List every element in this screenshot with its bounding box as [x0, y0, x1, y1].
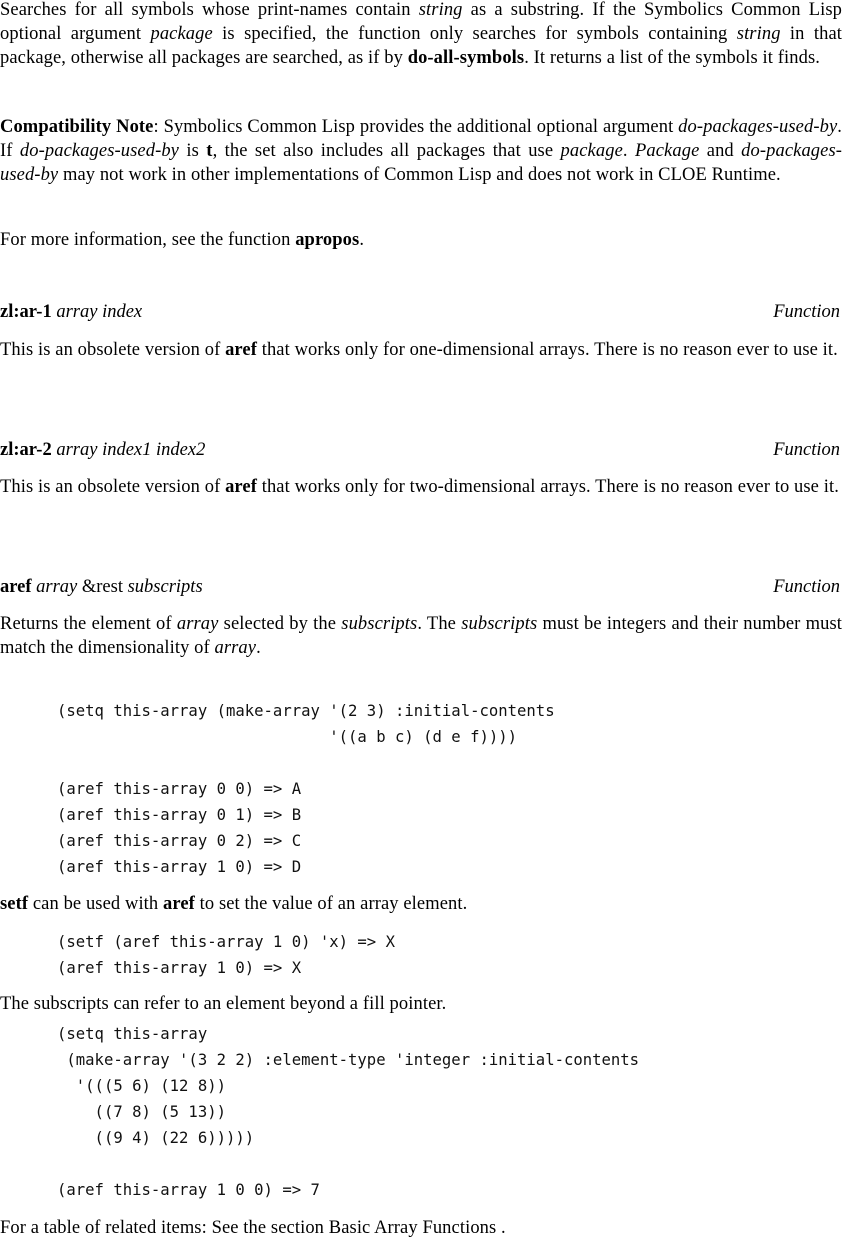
text: , the set also includes all packages that use: [212, 141, 561, 161]
entry-kind: Function: [773, 577, 840, 597]
text: . The: [417, 614, 462, 634]
apropos-link[interactable]: apropos: [295, 230, 360, 250]
ar2-entry-header: [0, 438, 842, 462]
text: .: [622, 141, 635, 161]
related-items: [0, 1216, 842, 1240]
text: . If: [0, 117, 842, 161]
text: to set the value of an array element.: [194, 894, 468, 914]
arg-package: package: [150, 24, 213, 44]
arg-subscripts: subscripts: [341, 614, 418, 634]
aref-description: [0, 612, 842, 660]
arg-string: string: [736, 24, 781, 44]
arg-subscripts: subscripts: [461, 614, 538, 634]
code-example-1: (setq this-array (make-array '(2 3) :initial-contents '((a b c) (d e f)))) (aref this-array 0 0) => A (aref this-array 0 1) => B (aref this-array 0 2) => C (aref this-array 1 0) => D: [57, 702, 555, 876]
basic-array-functions-link[interactable]: Basic Array Functions: [328, 1218, 497, 1238]
text: .: [359, 230, 365, 250]
function-arg: subscripts: [127, 577, 203, 597]
apropos-see-also: [0, 228, 842, 252]
text: that works only for two-dimensional arrays. There is no reason ever to use it.: [256, 477, 839, 497]
entry-kind: Function: [773, 302, 840, 322]
text: Searches for all symbols whose print-names contain: [0, 0, 419, 20]
text: may not work in other implementations of Common Lisp and does not work in CLOE Runtime.: [58, 165, 781, 185]
ar1-entry-header: [0, 300, 842, 324]
apropos-description: [0, 0, 842, 70]
arg-array: array: [176, 614, 219, 634]
text: can be used with: [28, 894, 163, 914]
code-example-3: (setq this-array (make-array '(3 2 2) :element-type 'integer :initial-contents '(((5 6) (12 8)) ((7 8) (5 13)) ((9 4) (22 6))))) (aref this-array 1 0 0) => 7: [57, 1025, 640, 1199]
arg-do-packages-used-by: do-packages-used-by: [0, 141, 842, 185]
text: . It returns a list of the symbols it finds.: [524, 48, 820, 68]
text: Returns the element of: [0, 614, 177, 634]
text: in that package, otherwise all packages are searched, as if by: [0, 24, 842, 68]
code-example-2: (setf (aref this-array 1 0) 'x) => X (aref this-array 1 0) => X: [57, 933, 395, 977]
arg-do-packages-used-by: do-packages-used-by: [678, 117, 838, 137]
arg-package: package: [560, 141, 623, 161]
arg-array: array: [214, 638, 257, 658]
note-label: Compatibility Note: [0, 117, 154, 137]
lambda-keyword: &rest: [81, 577, 123, 597]
aref-ref: aref: [163, 894, 195, 914]
aref-ref: aref: [225, 477, 257, 497]
function-args: array index1 index2: [56, 440, 206, 460]
fill-pointer-note: The subscripts can refer to an element beyond a fill pointer.: [0, 994, 447, 1014]
function-name: zl:ar-2: [0, 440, 52, 460]
text: and: [699, 141, 742, 161]
text: is specified, the function only searches for symbols containing: [212, 24, 737, 44]
aref-ref: aref: [225, 340, 257, 360]
do-all-symbols-ref: do-all-symbols: [407, 48, 525, 68]
text: For more information, see the function: [0, 230, 296, 250]
function-name: zl:ar-1: [0, 302, 52, 322]
text: This is an obsolete version of: [0, 340, 226, 360]
arg-package: Package: [635, 141, 700, 161]
text: selected by the: [218, 614, 342, 634]
entry-kind: Function: [773, 440, 840, 460]
text: that works only for one-dimensional arrays. There is no reason ever to use it.: [256, 340, 838, 360]
function-arg: array: [36, 577, 78, 597]
text: .: [496, 1218, 506, 1238]
t-symbol: t: [206, 141, 213, 161]
ar2-description: [0, 475, 842, 499]
text: : Symbolics Common Lisp provides the additional optional argument: [153, 117, 679, 137]
compatibility-note: [0, 115, 842, 187]
setf-ref: setf: [0, 894, 29, 914]
setf-note: [0, 892, 842, 916]
text: This is an obsolete version of: [0, 477, 226, 497]
text: must be integers and their number must match the dimensionality of: [0, 614, 842, 658]
arg-string: string: [418, 0, 463, 20]
text: .: [256, 638, 261, 658]
text: as a substring. If the Symbolics Common Lisp optional argument: [0, 0, 842, 44]
function-name: aref: [0, 577, 32, 597]
arg-do-packages-used-by: do-packages-used-by: [19, 141, 179, 161]
aref-entry-header: [0, 575, 842, 599]
ar1-description: [0, 338, 842, 362]
function-args: array index: [56, 302, 143, 322]
text: For a table of related items: See the section: [0, 1218, 329, 1238]
text: is: [179, 141, 207, 161]
